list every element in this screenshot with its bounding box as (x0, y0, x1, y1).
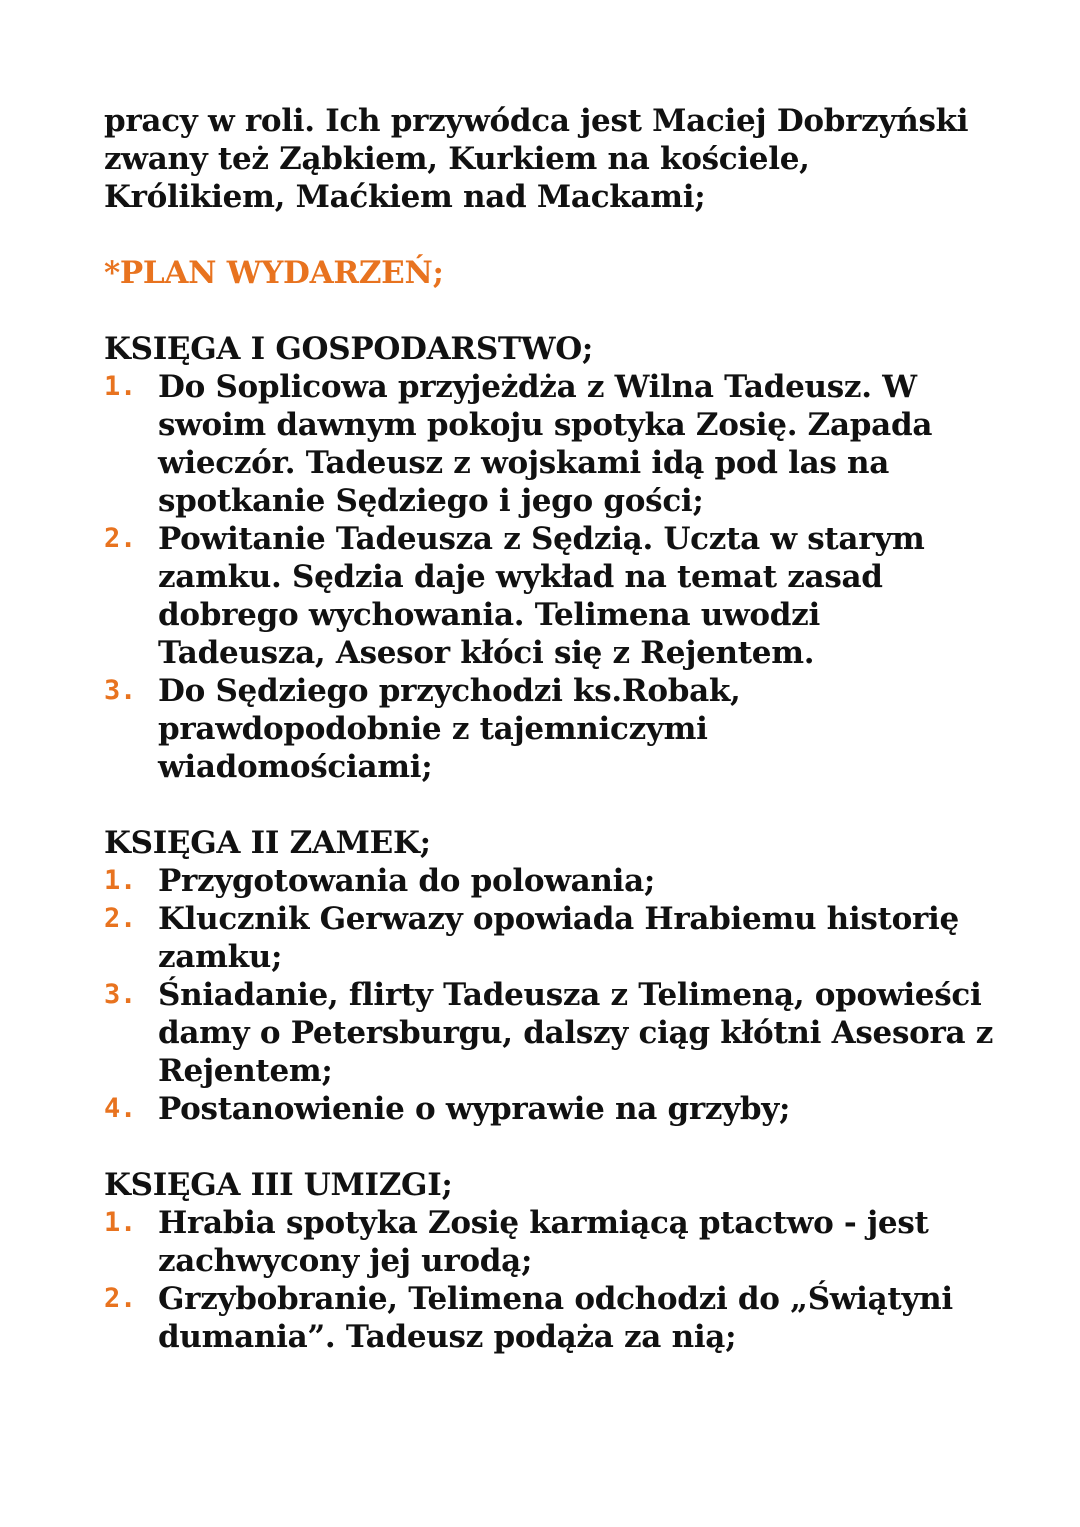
list-item (104, 1280, 1004, 1356)
list-item (104, 862, 1004, 900)
list-number: 3. (104, 979, 136, 1010)
text-line: Grzybobranie, Telimena odchodzi do „Świątyni (158, 1281, 953, 1317)
list-text (158, 900, 1004, 976)
text-line: wiadomościami; (158, 749, 433, 785)
text-line: Powitanie Tadeusza z Sędzią. Uczta w starym (158, 521, 925, 557)
event-list (104, 862, 1004, 1128)
book-title: KSIĘGA II ZAMEK; (104, 825, 431, 861)
book-section (104, 330, 1004, 786)
list-text (158, 672, 1004, 786)
text-line: Śniadanie, flirty Tadeusza z Telimeną, opowieści (158, 977, 982, 1013)
plan-heading: *PLAN WYDARZEŃ; (104, 255, 444, 291)
list-number: 4. (104, 1093, 136, 1124)
list-item (104, 976, 1004, 1090)
text-line: dobrego wychowania. Telimena uwodzi (158, 597, 820, 633)
text-line: zamku; (158, 939, 283, 975)
book-section (104, 824, 1004, 1128)
text-line: Do Sędziego przychodzi ks.Robak, (158, 673, 741, 709)
intro-line: Królikiem, Maćkiem nad Mackami; (104, 179, 706, 215)
list-text (158, 520, 1004, 672)
text-line: Postanowienie o wyprawie na grzyby; (158, 1091, 791, 1127)
text-line: Tadeusza, Asesor kłóci się z Rejentem. (158, 635, 815, 671)
event-list (104, 1204, 1004, 1356)
list-number: 2. (104, 1283, 136, 1314)
list-number: 1. (104, 865, 136, 896)
list-item (104, 520, 1004, 672)
list-text (158, 368, 1004, 520)
text-line: swoim dawnym pokoju spotyka Zosię. Zapada (158, 407, 933, 443)
text-line: damy o Petersburgu, dalszy ciąg kłótni Asesora z (158, 1015, 994, 1051)
list-text (158, 1280, 1004, 1356)
event-list (104, 368, 1004, 786)
intro-line: zwany też Ząbkiem, Kurkiem na kościele, (104, 141, 810, 177)
list-number: 2. (104, 903, 136, 934)
list-text (158, 976, 1004, 1090)
list-number: 1. (104, 1207, 136, 1238)
book-section (104, 1166, 1004, 1356)
text-line: Do Soplicowa przyjeżdża z Wilna Tadeusz. W (158, 369, 917, 405)
list-text (158, 1090, 1004, 1128)
text-line: wieczór. Tadeusz z wojskami idą pod las na (158, 445, 890, 481)
list-number: 1. (104, 371, 136, 402)
list-item (104, 1204, 1004, 1280)
list-number: 3. (104, 675, 136, 706)
text-line: spotkanie Sędziego i jego gości; (158, 483, 704, 519)
text-line: zachwycony jej urodą; (158, 1243, 533, 1279)
text-line: Rejentem; (158, 1053, 333, 1089)
document-page (104, 102, 1004, 1394)
list-text (158, 862, 1004, 900)
text-line: prawdopodobnie z tajemniczymi (158, 711, 708, 747)
list-item (104, 900, 1004, 976)
intro-line: pracy w roli. Ich przywódca jest Maciej Dobrzyński (104, 103, 969, 139)
list-item (104, 1090, 1004, 1128)
book-title: KSIĘGA I GOSPODARSTWO; (104, 331, 594, 367)
text-line: Przygotowania do polowania; (158, 863, 656, 899)
list-item (104, 368, 1004, 520)
text-line: Klucznik Gerwazy opowiada Hrabiemu historię (158, 901, 959, 937)
list-item (104, 672, 1004, 786)
list-text (158, 1204, 1004, 1280)
list-number: 2. (104, 523, 136, 554)
book-title: KSIĘGA III UMIZGI; (104, 1167, 453, 1203)
text-line: Hrabia spotyka Zosię karmiącą ptactwo - jest (158, 1205, 929, 1241)
intro-paragraph (104, 102, 1004, 216)
text-line: dumania”. Tadeusz podąża za nią; (158, 1319, 737, 1355)
text-line: zamku. Sędzia daje wykład na temat zasad (158, 559, 883, 595)
